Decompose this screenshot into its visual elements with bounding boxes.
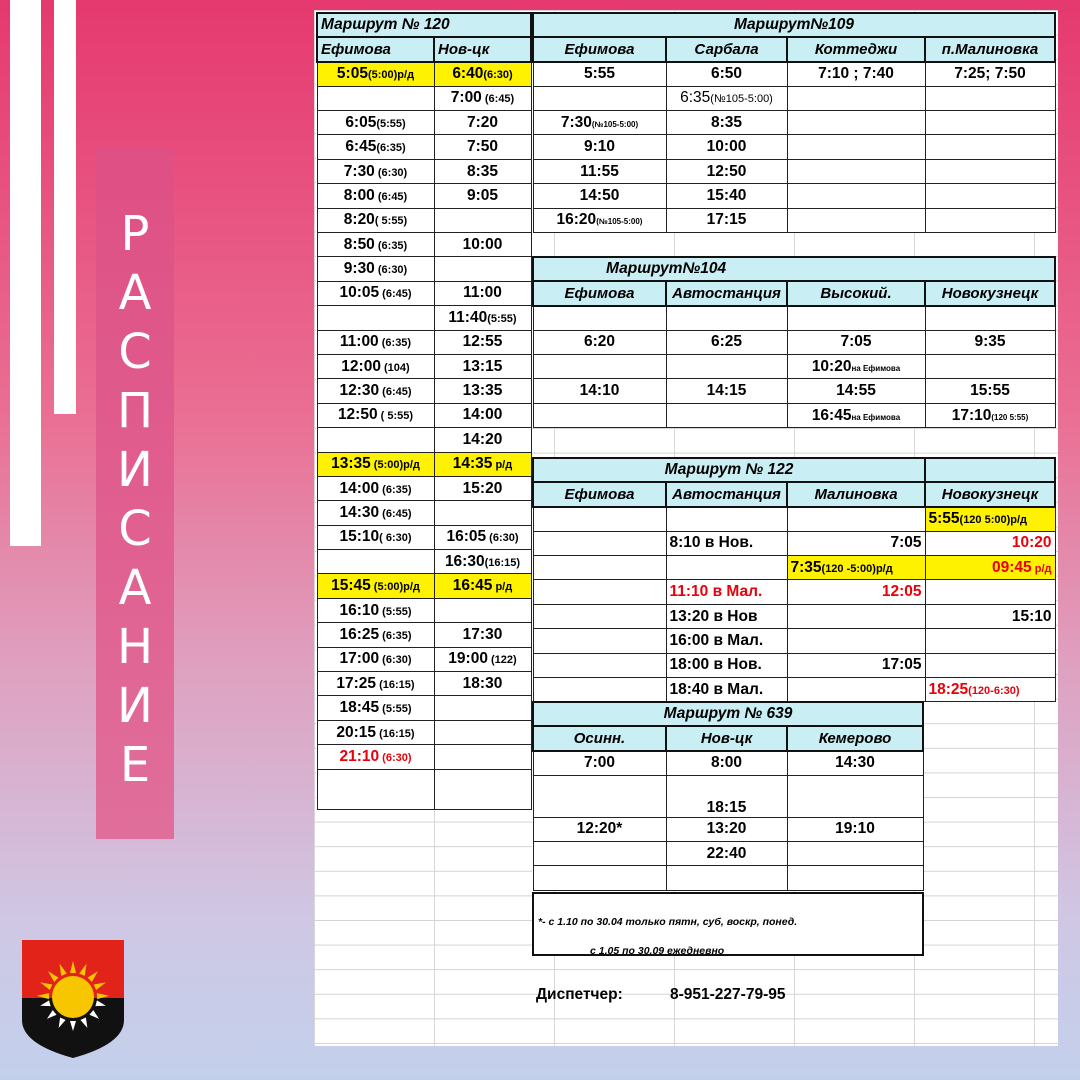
- cell: 5:55(120 5:00)р/д: [925, 507, 1055, 531]
- cell: 8:20( 5:55): [317, 208, 434, 232]
- table-row: [317, 550, 531, 574]
- cell: [434, 501, 531, 525]
- cell: [533, 556, 666, 580]
- cell: 7:30(№105-5:00): [533, 111, 666, 135]
- cell: [925, 580, 1055, 604]
- cell: 12:55: [434, 330, 531, 354]
- table-row: [317, 428, 531, 452]
- route-639-col: Осинн.: [533, 726, 666, 750]
- cell: [434, 720, 531, 744]
- cell: [787, 866, 923, 890]
- cell: 7:35(120 -5:00)р/д: [787, 556, 925, 580]
- cell: [533, 403, 666, 427]
- cell: 18:45 (5:55): [317, 696, 434, 720]
- cell: 15:55: [925, 379, 1055, 403]
- cell: 5:55: [533, 62, 666, 86]
- cell: 19:00 (122): [434, 647, 531, 671]
- cell: [533, 629, 666, 653]
- cell: 17:25 (16:15): [317, 672, 434, 696]
- cell: 8:35: [434, 159, 531, 183]
- route-122-col: Малиновка: [787, 482, 925, 506]
- cell: 14:00 (6:35): [317, 476, 434, 500]
- cell: [533, 355, 666, 379]
- cell: 7:00: [533, 751, 666, 775]
- cell: [787, 159, 925, 183]
- cell: 14:55: [787, 379, 925, 403]
- cell: 17:15: [666, 208, 787, 232]
- cell: 14:30 (6:45): [317, 501, 434, 525]
- route-104-header: Маршрут№104: [533, 257, 1055, 281]
- cell: 10:00: [666, 135, 787, 159]
- route-109-col: п.Малиновка: [925, 37, 1055, 61]
- cell: [533, 678, 666, 702]
- cell: [317, 86, 434, 110]
- table-row: [317, 696, 531, 720]
- cell: [787, 111, 925, 135]
- cell: 7:00 (6:45): [434, 86, 531, 110]
- cell: [925, 184, 1055, 208]
- table-row: [317, 86, 531, 110]
- cell: 6:35(№105-5:00): [666, 86, 787, 110]
- cell: 6:20: [533, 330, 666, 354]
- route-109-col: Сарбала: [666, 37, 787, 61]
- table-row: [317, 574, 531, 598]
- cell: 11:10 в Мал.: [666, 580, 787, 604]
- cell: [787, 629, 925, 653]
- route-120-header: Маршрут № 120: [317, 13, 531, 37]
- title-letter: Р: [120, 206, 150, 262]
- cell: 22:40: [666, 842, 787, 866]
- cell: [787, 306, 925, 330]
- table-row: [317, 184, 531, 208]
- cell: [787, 842, 923, 866]
- cell: [787, 507, 925, 531]
- route-639-col: Нов-цк: [666, 726, 787, 750]
- cell: 5:05(5:00)р/д: [317, 62, 434, 86]
- cell: [434, 696, 531, 720]
- cell: 10:20: [925, 531, 1055, 555]
- footnote-box: [532, 892, 924, 956]
- cell: [787, 184, 925, 208]
- cell: 9:35: [925, 330, 1055, 354]
- cell: 16:00 в Мал.: [666, 629, 787, 653]
- cell: [434, 745, 531, 769]
- route-639-header: Маршрут № 639: [533, 702, 923, 726]
- route-120-blank: [434, 769, 531, 809]
- cell: 8:10 в Нов.: [666, 531, 787, 555]
- cell: 11:40(5:55): [434, 306, 531, 330]
- cell: 16:45на Ефимова: [787, 403, 925, 427]
- cell: [533, 531, 666, 555]
- cell: 6:25: [666, 330, 787, 354]
- title-letter: А: [118, 560, 152, 616]
- route-104-table: [532, 256, 1056, 428]
- cell: [666, 403, 787, 427]
- cell: [925, 159, 1055, 183]
- cell: [787, 208, 925, 232]
- cell: 16:05 (6:30): [434, 525, 531, 549]
- cell: [787, 135, 925, 159]
- route-122-table: [532, 457, 1056, 702]
- cell: 12:05: [787, 580, 925, 604]
- route-639-table: [532, 701, 924, 891]
- cell: 7:25; 7:50: [925, 62, 1055, 86]
- cell: 12:30 (6:45): [317, 379, 434, 403]
- table-row: [317, 403, 531, 427]
- title-letter: П: [116, 383, 154, 439]
- cell: 11:00 (6:35): [317, 330, 434, 354]
- cell: 17:30: [434, 623, 531, 647]
- cell: 16:20(№105-5:00): [533, 208, 666, 232]
- table-row: [317, 452, 531, 476]
- cell: 14:15: [666, 379, 787, 403]
- table-row: [317, 501, 531, 525]
- cell: 12:00 (104): [317, 354, 434, 378]
- route-109-col: Коттеджи: [787, 37, 925, 61]
- cell: 16:25 (6:35): [317, 623, 434, 647]
- cell: [925, 208, 1055, 232]
- cell: 16:45 р/д: [434, 574, 531, 598]
- title-letter: И: [117, 442, 153, 498]
- route-109-table: [532, 12, 1056, 233]
- title-letter: А: [118, 265, 152, 321]
- cell: 7:10 ; 7:40: [787, 62, 925, 86]
- cell: 09:45 р/д: [925, 556, 1055, 580]
- cell: 18:30: [434, 672, 531, 696]
- table-row: [317, 525, 531, 549]
- cell: [787, 678, 925, 702]
- cell: [533, 604, 666, 628]
- cell: 9:30 (6:30): [317, 257, 434, 281]
- table-row: [317, 379, 531, 403]
- title-letter: С: [118, 324, 152, 380]
- cell: 20:15 (16:15): [317, 720, 434, 744]
- cell: 7:05: [787, 330, 925, 354]
- cell: 8:50 (6:35): [317, 233, 434, 257]
- table-row: [317, 281, 531, 305]
- cell: 15:40: [666, 184, 787, 208]
- title-letter: И: [117, 678, 153, 734]
- cell: 10:20на Ефимова: [787, 355, 925, 379]
- cell: 7:30 (6:30): [317, 159, 434, 183]
- cell: [666, 866, 787, 890]
- cell: 14:10: [533, 379, 666, 403]
- cell: 17:00 (6:30): [317, 647, 434, 671]
- route-122-col: Новокузнецк: [925, 482, 1055, 506]
- cell: 8:35: [666, 111, 787, 135]
- cell: 12:50 ( 5:55): [317, 403, 434, 427]
- cell: [666, 556, 787, 580]
- cell: 9:05: [434, 184, 531, 208]
- cell: [925, 135, 1055, 159]
- cell: 12:20*: [533, 817, 666, 841]
- route-109-header: Маршрут№109: [533, 13, 1055, 37]
- city-emblem-icon: [22, 940, 124, 1058]
- route-122-col: Автостанция: [666, 482, 787, 506]
- route-109-col: Ефимова: [533, 37, 666, 61]
- cell: 7:50: [434, 135, 531, 159]
- cell: 21:10 (6:30): [317, 745, 434, 769]
- dispatcher-label: Диспетчер:: [536, 986, 623, 1003]
- cell: 15:10( 6:30): [317, 525, 434, 549]
- cell: [533, 86, 666, 110]
- cell: 8:00: [666, 751, 787, 775]
- cell: [666, 355, 787, 379]
- cell: [666, 306, 787, 330]
- cell: [533, 842, 666, 866]
- cell: 11:55: [533, 159, 666, 183]
- cell: 10:00: [434, 233, 531, 257]
- cell: [925, 355, 1055, 379]
- cell: 9:10: [533, 135, 666, 159]
- route-639-col: Кемерово: [787, 726, 923, 750]
- cell: [533, 866, 666, 890]
- cell: [533, 507, 666, 531]
- cell: [434, 598, 531, 622]
- route-120-table: [316, 12, 532, 810]
- cell: [925, 653, 1055, 677]
- cell: [925, 111, 1055, 135]
- cell: 13:35 (5:00)р/д: [317, 452, 434, 476]
- cell: 14:50: [533, 184, 666, 208]
- route-122-header-pad: [925, 458, 1055, 482]
- title-letter: Н: [116, 619, 154, 675]
- cell: 11:00: [434, 281, 531, 305]
- table-row: [317, 111, 531, 135]
- cell: [533, 580, 666, 604]
- table-row: [317, 257, 531, 281]
- cell: 17:05: [787, 653, 925, 677]
- cell: 14:20: [434, 428, 531, 452]
- cell: 7:20: [434, 111, 531, 135]
- cell: [317, 428, 434, 452]
- page-title: [96, 205, 174, 795]
- cell: [925, 629, 1055, 653]
- table-row: [317, 306, 531, 330]
- cell: 6:45(6:35): [317, 135, 434, 159]
- table-row: [317, 208, 531, 232]
- cell: 18:25(120-6:30): [925, 678, 1055, 702]
- route-120-col-efimova: Ефимова: [317, 37, 434, 61]
- cell: [434, 208, 531, 232]
- cell: [317, 550, 434, 574]
- cell: 13:15: [434, 354, 531, 378]
- cell: 16:10 (5:55): [317, 598, 434, 622]
- cell: [533, 653, 666, 677]
- table-row: [317, 135, 531, 159]
- cell: 15:10: [925, 604, 1055, 628]
- cell: 18:15: [666, 775, 787, 817]
- cell: 13:20: [666, 817, 787, 841]
- dispatcher-phone[interactable]: 8-951-227-79-95: [670, 986, 786, 1003]
- route-104-col: Высокий.: [787, 281, 925, 305]
- decor-stripe-1: [10, 0, 41, 546]
- table-row: [317, 62, 531, 86]
- footnote-summer: с 1.05 по 30.09 ежедневно: [590, 945, 725, 957]
- route-122-col: Ефимова: [533, 482, 666, 506]
- cell: 8:00 (6:45): [317, 184, 434, 208]
- cell: [787, 604, 925, 628]
- cell: 15:20: [434, 476, 531, 500]
- cell: 17:10(120 5:55): [925, 403, 1055, 427]
- footnote-seasonal: *- с 1.10 по 30.04 только пятн, суб, воскр, понед.: [538, 916, 798, 928]
- decor-stripe-2: [54, 0, 76, 414]
- cell: 13:20 в Нов: [666, 604, 787, 628]
- cell: [434, 257, 531, 281]
- table-row: [317, 623, 531, 647]
- cell: [533, 306, 666, 330]
- cell: 14:30: [787, 751, 923, 775]
- table-row: [317, 745, 531, 769]
- table-row: [317, 720, 531, 744]
- title-letter: С: [118, 501, 152, 557]
- route-120-col-novck: Нов-цк: [434, 37, 531, 61]
- route-120-blank: [317, 769, 434, 809]
- route-104-col: Автостанция: [666, 281, 787, 305]
- cell: [925, 86, 1055, 110]
- route-104-col: Новокузнецк: [925, 281, 1055, 305]
- cell: [317, 306, 434, 330]
- table-row: [317, 672, 531, 696]
- table-row: [317, 330, 531, 354]
- table-row: [317, 354, 531, 378]
- table-row: [317, 159, 531, 183]
- cell: 14:35 р/д: [434, 452, 531, 476]
- cell: 10:05 (6:45): [317, 281, 434, 305]
- cell: 16:30(16:15): [434, 550, 531, 574]
- cell: [925, 306, 1055, 330]
- cell: 12:50: [666, 159, 787, 183]
- table-row: [317, 476, 531, 500]
- title-letter: Е: [119, 737, 151, 793]
- route-104-col: Ефимова: [533, 281, 666, 305]
- cell: 6:40(6:30): [434, 62, 531, 86]
- table-row: [317, 233, 531, 257]
- cell: 6:50: [666, 62, 787, 86]
- table-row: [317, 647, 531, 671]
- cell: 14:00: [434, 403, 531, 427]
- cell: [787, 86, 925, 110]
- cell: 18:00 в Нов.: [666, 653, 787, 677]
- table-row: [317, 598, 531, 622]
- cell: [787, 775, 923, 817]
- route-122-header: Маршрут № 122: [533, 458, 925, 482]
- cell: 19:10: [787, 817, 923, 841]
- cell: 15:45 (5:00)р/д: [317, 574, 434, 598]
- cell: 13:35: [434, 379, 531, 403]
- cell: 6:05(5:55): [317, 111, 434, 135]
- cell: [666, 507, 787, 531]
- cell: 7:05: [787, 531, 925, 555]
- cell: 18:40 в Мал.: [666, 678, 787, 702]
- cell: [533, 775, 666, 817]
